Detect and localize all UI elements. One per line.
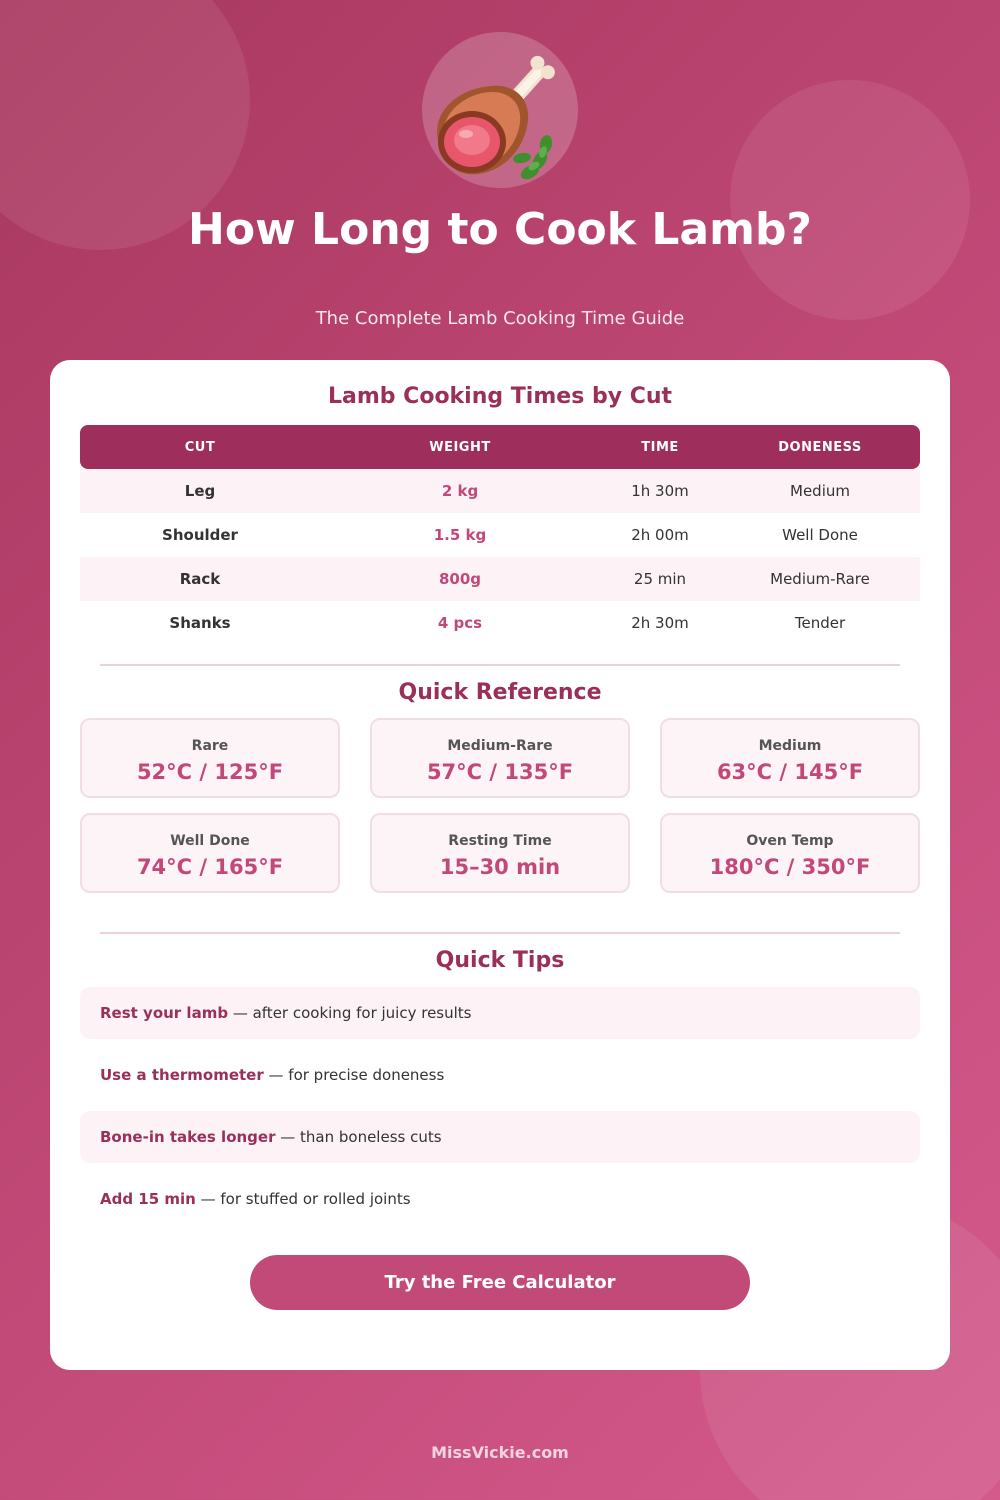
column-header-cut: CUT bbox=[184, 439, 216, 455]
reference-card-rare bbox=[80, 718, 340, 798]
reference-label: Medium bbox=[758, 738, 822, 754]
reference-value: 57°C / 135°F bbox=[426, 760, 574, 784]
table-row bbox=[80, 469, 920, 513]
tip-highlight: Bone-in takes longer bbox=[100, 1128, 276, 1146]
column-header-time: TIME bbox=[641, 439, 679, 455]
cell-weight: 1.5 kg bbox=[433, 526, 487, 544]
cell-cut: Shanks bbox=[169, 614, 231, 632]
tip-item bbox=[80, 1173, 920, 1225]
table-row bbox=[80, 513, 920, 557]
reference-value: 15–30 min bbox=[439, 855, 561, 879]
reference-card-medium bbox=[660, 718, 920, 798]
reference-value: 52°C / 125°F bbox=[136, 760, 284, 784]
reference-card-well-done bbox=[80, 813, 340, 893]
quick-reference-title: Quick Reference bbox=[398, 680, 602, 705]
tip-highlight: Add 15 min bbox=[100, 1190, 196, 1208]
cell-time: 1h 30m bbox=[631, 482, 689, 500]
reference-label: Rare bbox=[191, 738, 229, 754]
page-subtitle: The Complete Lamb Cooking Time Guide bbox=[315, 308, 685, 329]
cell-weight: 800g bbox=[438, 570, 482, 588]
reference-value: 63°C / 145°F bbox=[716, 760, 864, 784]
cooking-table-title: Lamb Cooking Times by Cut bbox=[327, 384, 673, 409]
tip-text: — for precise doneness bbox=[263, 1066, 445, 1084]
cell-time: 2h 30m bbox=[631, 614, 689, 632]
tip-item bbox=[80, 987, 920, 1039]
column-header-doneness: DONENESS bbox=[778, 439, 862, 455]
tip-item bbox=[80, 1049, 920, 1101]
cell-doneness: Well Done bbox=[782, 526, 858, 544]
section-divider bbox=[100, 664, 900, 666]
footer-site-link[interactable]: MissVickie.com bbox=[431, 1443, 569, 1462]
table-header bbox=[80, 425, 920, 469]
tip-text: — for stuffed or rolled joints bbox=[195, 1190, 411, 1208]
reference-card-medium-rare bbox=[370, 718, 630, 798]
tip-text: — after cooking for juicy results bbox=[228, 1004, 472, 1022]
cell-weight: 2 kg bbox=[441, 482, 479, 500]
cell-weight: 4 pcs bbox=[437, 614, 483, 632]
reference-value: 74°C / 165°F bbox=[136, 855, 284, 879]
quick-tips-list bbox=[80, 987, 920, 1235]
cell-cut: Shoulder bbox=[162, 526, 238, 544]
cell-cut: Rack bbox=[179, 570, 221, 588]
quick-tips-title: Quick Tips bbox=[435, 948, 565, 973]
tip-highlight: Rest your lamb bbox=[100, 1004, 229, 1022]
cell-cut: Leg bbox=[184, 482, 216, 500]
try-calculator-button[interactable]: Try the Free Calculator bbox=[250, 1255, 750, 1310]
table-row bbox=[80, 557, 920, 601]
table-row bbox=[80, 601, 920, 645]
lamb-leg-icon bbox=[422, 32, 578, 188]
reference-card-resting-time bbox=[370, 813, 630, 893]
cell-doneness: Medium-Rare bbox=[770, 570, 870, 588]
reference-label: Oven Temp bbox=[746, 833, 834, 849]
reference-card-oven-temp bbox=[660, 813, 920, 893]
page-title: How Long to Cook Lamb? bbox=[188, 204, 812, 255]
content-card bbox=[50, 360, 950, 1370]
reference-label: Resting Time bbox=[448, 833, 552, 849]
tip-text: — than boneless cuts bbox=[275, 1128, 442, 1146]
cell-doneness: Medium bbox=[790, 482, 850, 500]
reference-value: 180°C / 350°F bbox=[709, 855, 871, 879]
reference-label: Well Done bbox=[170, 833, 250, 849]
reference-label: Medium-Rare bbox=[447, 738, 553, 754]
column-header-weight: WEIGHT bbox=[429, 439, 491, 455]
tip-highlight: Use a thermometer bbox=[100, 1066, 264, 1084]
cooking-times-table bbox=[80, 425, 920, 645]
tip-item bbox=[80, 1111, 920, 1163]
cell-doneness: Tender bbox=[794, 614, 846, 632]
section-divider bbox=[100, 932, 900, 934]
cell-time: 25 min bbox=[633, 570, 687, 588]
cell-time: 2h 00m bbox=[631, 526, 689, 544]
